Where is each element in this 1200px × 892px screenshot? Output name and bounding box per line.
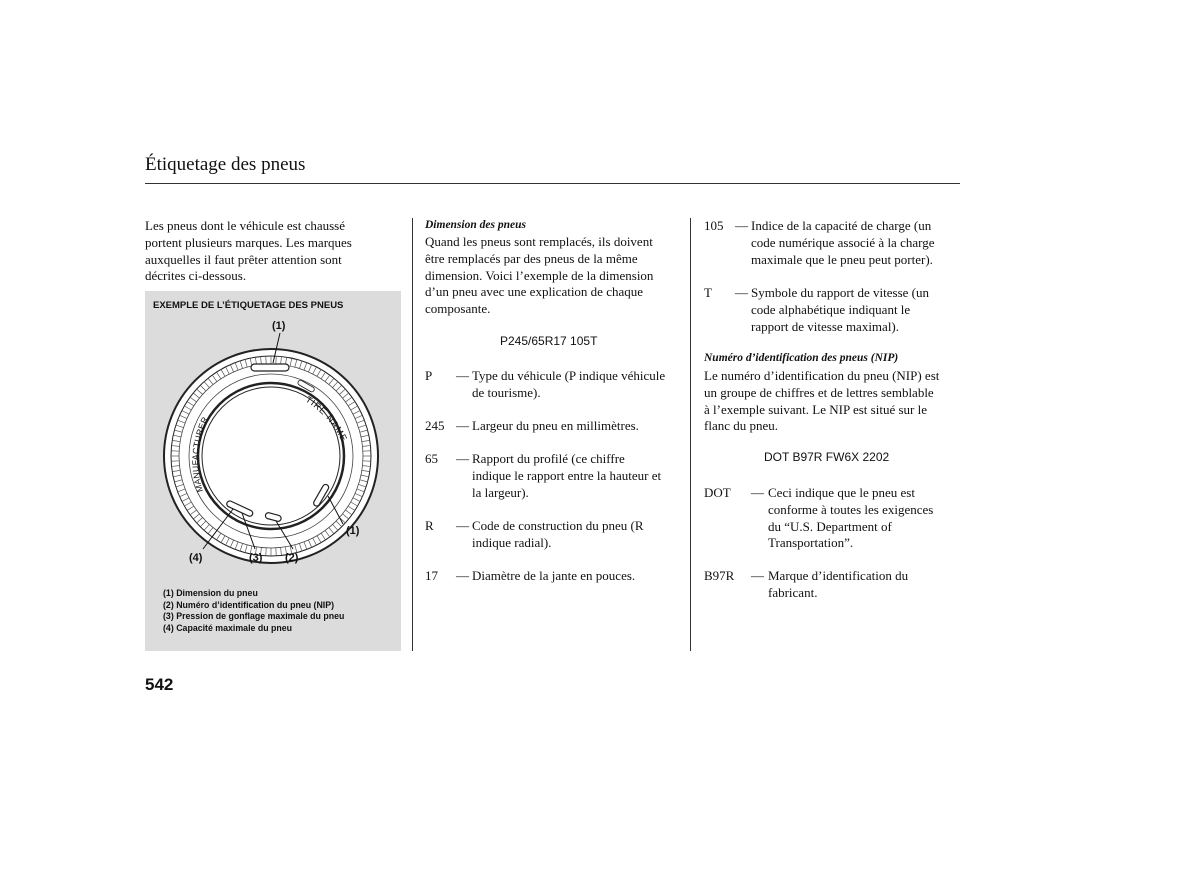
page-number: 542 xyxy=(145,675,174,694)
dimension-heading: Dimension des pneus xyxy=(425,219,526,231)
item-dash: — xyxy=(456,568,469,583)
intro-line: auxquelles il faut prêter attention sont xyxy=(145,251,342,267)
callout-1-top: (1) xyxy=(272,320,286,332)
item-line: Marque d’identification du xyxy=(768,568,909,583)
item-line: maximale que le pneu peut porter). xyxy=(751,251,933,267)
item-key: 245 xyxy=(425,418,445,433)
item-line: Symbole du rapport de vitesse (un xyxy=(751,285,929,300)
intro-paragraph xyxy=(145,218,405,285)
dimension-line: être remplacés par des pneus de la même xyxy=(425,250,638,266)
item-line: Diamètre de la jante en pouces. xyxy=(472,568,636,583)
item-dash: — xyxy=(456,518,469,533)
item-line: Ceci indique que le pneu est xyxy=(768,485,915,500)
item-dash: — xyxy=(456,418,469,433)
nip-line: un groupe de chiffres et de lettres semblable xyxy=(704,384,934,400)
item-dash: — xyxy=(735,218,748,233)
item-line: code numérique associé à la charge xyxy=(751,234,935,250)
column-divider-1 xyxy=(412,218,413,651)
intro-line: portent plusieurs marques. Les marques xyxy=(145,234,352,250)
item-dash: — xyxy=(751,568,764,583)
dimension-example: P245/65R17 105T xyxy=(500,334,598,348)
dimension-line: d’un pneu avec une explication de chaque xyxy=(425,284,644,300)
dimension-line: composante. xyxy=(425,301,491,317)
item-line: Code de construction du pneu (R xyxy=(472,518,644,533)
item-dash: — xyxy=(456,368,469,383)
legend-item: (2) Numéro d’identification du pneu (NIP) xyxy=(163,599,335,610)
item-line: Rapport du profilé (ce chiffre xyxy=(472,451,625,466)
size-mark-top xyxy=(251,364,289,371)
dimension-paragraph xyxy=(425,234,690,318)
nip-example: DOT B97R FW6X 2202 xyxy=(764,450,890,464)
nip-line: Le numéro d’identification du pneu (NIP) est xyxy=(704,368,940,383)
item-key: T xyxy=(704,285,712,300)
dimension-line: Quand les pneus sont remplacés, ils doivent xyxy=(425,234,653,249)
item-key: 65 xyxy=(425,451,438,466)
callout-4: (4) xyxy=(189,552,203,564)
item-line: Largeur du pneu en millimètres. xyxy=(472,418,639,433)
item-key: 105 xyxy=(704,218,724,233)
title-rule xyxy=(145,183,960,184)
item-line: Type du véhicule (P indique véhicule xyxy=(472,368,666,383)
item-line: indique radial). xyxy=(472,534,552,550)
legend-item: (1) Dimension du pneu xyxy=(163,588,258,598)
item-key: DOT xyxy=(704,485,731,500)
legend-item: (3) Pression de gonflage maximale du pneu xyxy=(163,611,345,622)
item-key: B97R xyxy=(704,568,735,583)
item-dash: — xyxy=(751,485,764,500)
callout-2: (2) xyxy=(285,552,299,564)
figure-caption: EXEMPLE DE L’ÉTIQUETAGE DES PNEUS xyxy=(153,300,344,311)
item-line: rapport de vitesse maximal). xyxy=(751,318,900,334)
item-line: Indice de la capacité de charge (un xyxy=(751,218,932,233)
item-line: fabricant. xyxy=(768,584,818,600)
item-key: 17 xyxy=(425,568,438,583)
legend-item: (4) Capacité maximale du pneu xyxy=(163,622,293,633)
item-line: la largeur). xyxy=(472,484,529,500)
item-key: P xyxy=(425,368,433,383)
item-line: de tourisme). xyxy=(472,384,541,400)
callout-1-right: (1) xyxy=(346,525,360,537)
callout-3: (3) xyxy=(249,552,263,564)
nip-heading: Numéro d’identification des pneus (NIP) xyxy=(704,352,899,364)
nip-line: flanc du pneu. xyxy=(704,418,779,434)
figure-legend xyxy=(163,588,344,634)
item-dash: — xyxy=(735,285,748,300)
page-title: Étiquetage des pneus xyxy=(145,154,306,175)
intro-line: décrites ci-dessous. xyxy=(145,268,247,284)
item-line: indique le rapport entre la hauteur et xyxy=(472,467,662,483)
tire-text-name: TIRE NAME xyxy=(303,394,350,444)
nip-line: à l’exemple suivant. Le NIP est situé sur le xyxy=(704,401,927,417)
intro-line: Les pneus dont le véhicule est chaussé xyxy=(145,218,345,233)
dimension-line: dimension. Voici l’exemple de la dimension xyxy=(425,267,654,283)
tire-text-manufacturer: MANUFACTURER xyxy=(190,415,211,494)
item-dash: — xyxy=(456,451,469,466)
item-line: Transportation”. xyxy=(768,535,854,551)
item-line: du “U.S. Department of xyxy=(768,518,892,534)
item-line: conforme à toutes les exigences xyxy=(768,501,934,517)
item-line: code alphabétique indiquant le xyxy=(751,301,911,317)
column-divider-2 xyxy=(690,218,691,651)
item-key: R xyxy=(425,518,434,533)
nip-paragraph xyxy=(704,368,964,435)
